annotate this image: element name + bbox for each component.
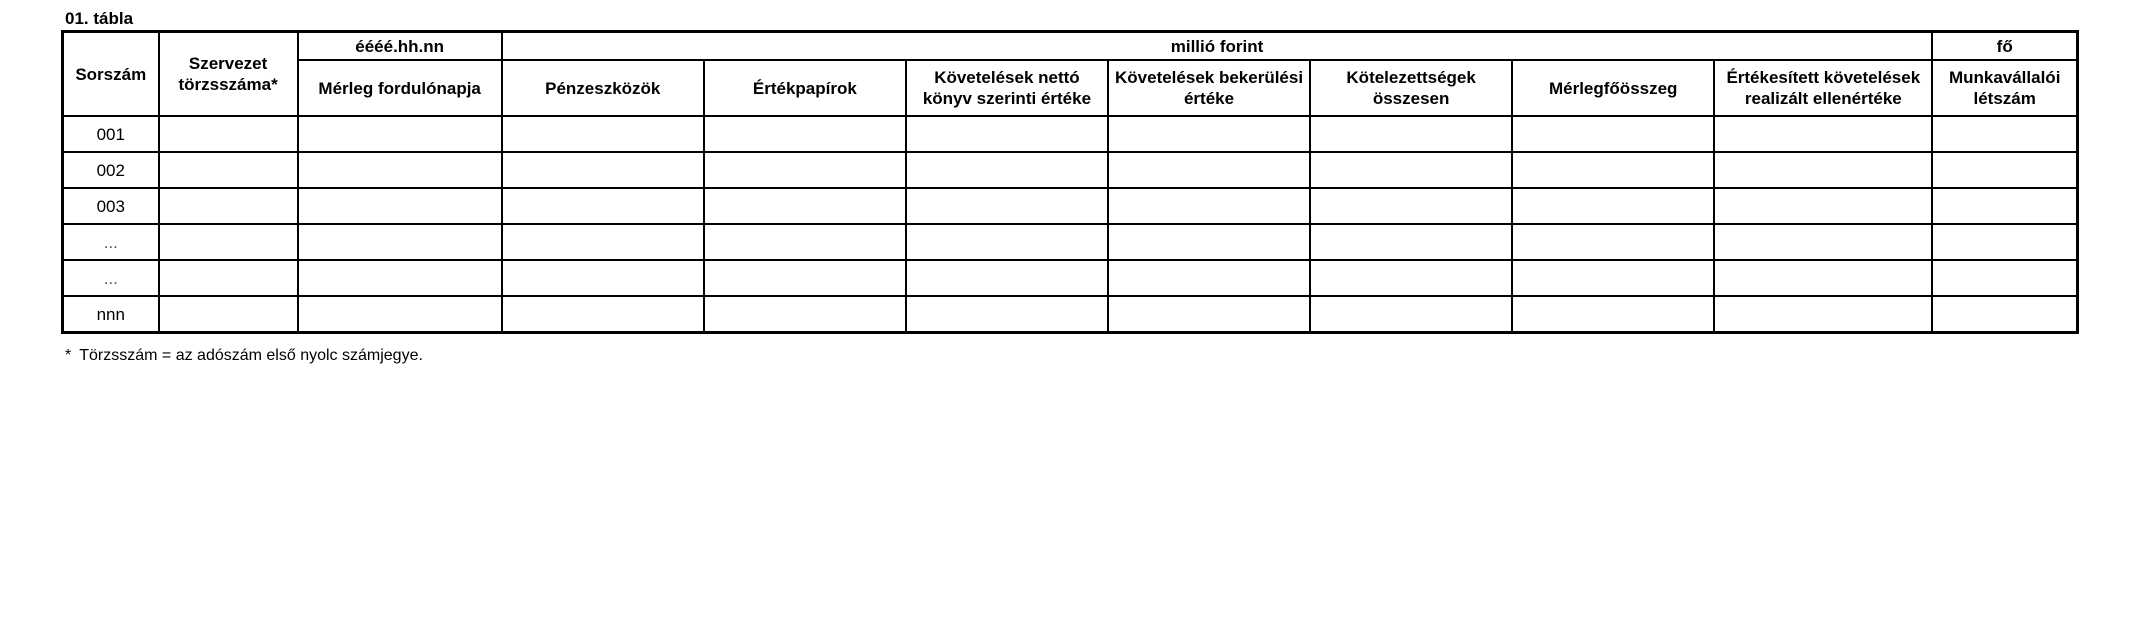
row-number: 001 [63,116,159,152]
table-cell [1108,152,1310,188]
header-row-columns [63,60,2078,116]
table-cell [502,152,704,188]
table-cell [502,296,704,333]
table-cell [159,116,298,152]
table-cell [704,224,906,260]
data-table [61,30,2079,334]
table-row [63,116,2078,152]
table-cell [502,260,704,296]
table-row [63,152,2078,188]
header-kovetelesek-netto: Követelések nettó könyv szerinti értéke [906,60,1108,116]
table-cell [906,224,1108,260]
table-cell [159,224,298,260]
table-cell [1108,296,1310,333]
table-cell [1932,296,2077,333]
header-kotelezettsegek: Kötelezettségek összesen [1310,60,1512,116]
table-cell [1512,116,1714,152]
table-cell [1512,188,1714,224]
table-cell [502,188,704,224]
header-fo-group: fő [1932,32,2077,61]
table-cell [298,116,502,152]
table-cell [1932,188,2077,224]
table-cell [704,296,906,333]
row-number: nnn [63,296,159,333]
table-cell [159,260,298,296]
table-cell [906,152,1108,188]
header-penzeszkozok: Pénzeszközök [502,60,704,116]
table-cell [1714,116,1932,152]
table-cell [1310,152,1512,188]
table-cell [1932,260,2077,296]
table-cell [1108,116,1310,152]
table-cell [1512,152,1714,188]
header-million-group: millió forint [502,32,1933,61]
header-date-group: éééé.hh.nn [298,32,502,61]
table-cell [298,296,502,333]
table-cell [1932,224,2077,260]
table-row [63,296,2078,333]
table-cell [1310,188,1512,224]
footnote-mark: * [65,347,72,364]
table-cell [906,260,1108,296]
table-row [63,260,2078,296]
table-cell [159,188,298,224]
table-row [63,224,2078,260]
row-number: 003 [63,188,159,224]
table-cell [1310,224,1512,260]
table-row [63,188,2078,224]
footnote [65,346,423,366]
table-cell [502,224,704,260]
table-cell [298,188,502,224]
table-title: 01. tábla [65,9,134,28]
header-sorszam: Sorszám [63,32,159,117]
header-merlegfoosszeg: Mérlegfőösszeg [1512,60,1714,116]
header-szervezet: Szervezet törzsszáma* [159,32,298,117]
row-number: 002 [63,152,159,188]
footnote-text: Törzsszám = az adószám első nyolc számjegye. [79,347,423,364]
table-cell [1932,152,2077,188]
table-cell [298,224,502,260]
table-cell [1714,152,1932,188]
table-cell [1108,260,1310,296]
table-cell [1714,224,1932,260]
table-cell [1310,296,1512,333]
table-cell [159,296,298,333]
table-cell [1108,188,1310,224]
table-cell [298,260,502,296]
header-ertekesitett-kovetelesek: Értékesített követelések realizált ellenértéke [1714,60,1932,116]
table-cell [1714,188,1932,224]
table-cell [704,116,906,152]
table-cell [1310,260,1512,296]
header-merleg-fordulonapja: Mérleg fordulónapja [298,60,502,116]
table-cell [1512,296,1714,333]
table-cell [502,116,704,152]
table-cell [704,152,906,188]
table-cell [906,116,1108,152]
row-number: ... [63,224,159,260]
table-cell [1714,260,1932,296]
table-cell [1310,116,1512,152]
table-cell [1512,224,1714,260]
table-cell [704,188,906,224]
table-cell [906,296,1108,333]
table-cell [1512,260,1714,296]
table-cell [1108,224,1310,260]
header-row-groups [63,32,2078,61]
table-cell [1932,116,2077,152]
row-number: ... [63,260,159,296]
table-cell [298,152,502,188]
table-cell [159,152,298,188]
header-ertekpapirok: Értékpapírok [704,60,906,116]
table-cell [704,260,906,296]
header-munkavallaloi-letszam: Munkavállalói létszám [1932,60,2077,116]
table-cell [1714,296,1932,333]
table-cell [906,188,1108,224]
header-kovetelesek-bekerulesi: Követelések bekerülési értéke [1108,60,1310,116]
